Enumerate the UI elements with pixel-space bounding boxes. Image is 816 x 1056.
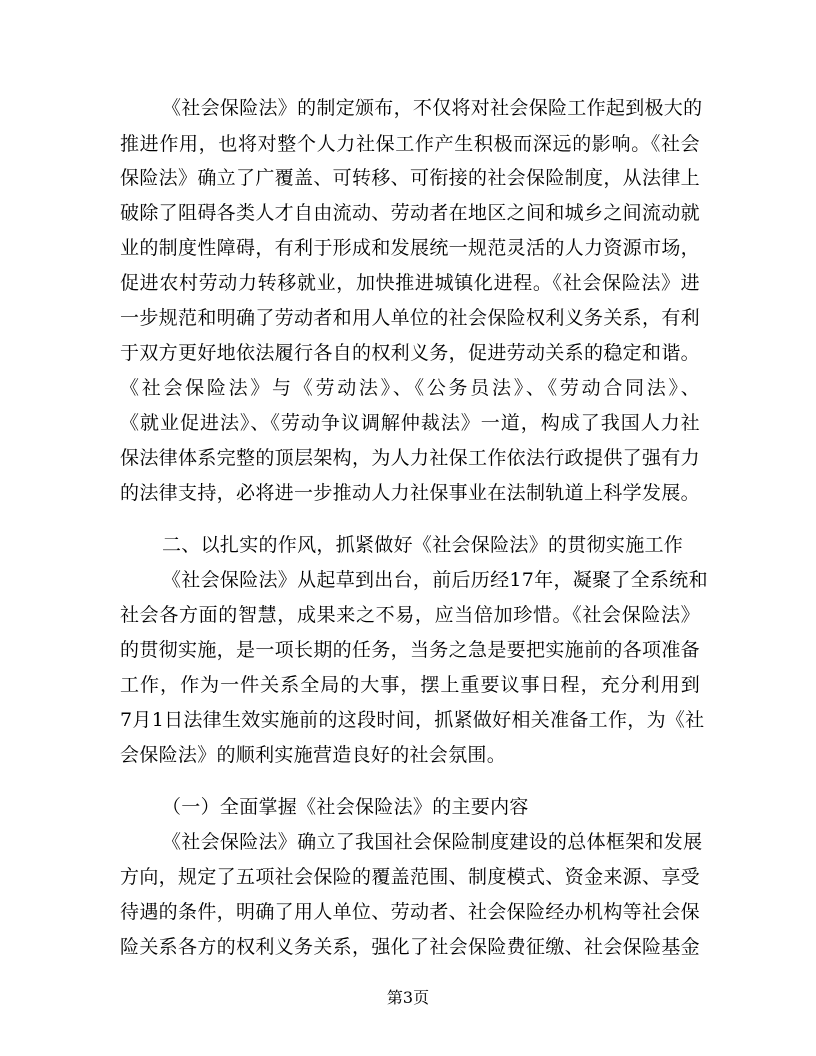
paragraph-line: 促进农村劳动力转移就业，加快推进城镇化进程。《社会保险法》进 — [120, 272, 700, 294]
paragraph-line: 的贯彻实施，是一项长期的任务，当务之急是要把实施前的各项准备 — [120, 639, 700, 661]
paragraph-line: 保法律体系完整的顶层架构，为人力社保工作依法行政提供了强有力 — [120, 447, 700, 469]
page-number: 第3页 — [386, 988, 430, 1007]
paragraph-line: 《社会保险法》的制定颁布，不仅将对社会保险工作起到极大的 — [162, 97, 703, 119]
paragraph-line: 方向，规定了五项社会保险的覆盖范围、制度模式、资金来源、享受 — [120, 866, 700, 888]
section-heading: 二、以扎实的作风，抓紧做好《社会保险法》的贯彻实施工作 — [162, 534, 684, 556]
paragraph-line: 待遇的条件，明确了用人单位、劳动者、社会保险经办机构等社会保 — [120, 901, 700, 923]
paragraph-line: 《社会保险法》从起草到出台，前后历经17年，凝聚了全系统和 — [162, 569, 708, 591]
paragraph-line: 保险法》确立了广覆盖、可转移、可衔接的社会保险制度，从法律上 — [120, 167, 700, 189]
paragraph-line: 险关系各方的权利义务关系，强化了社会保险费征缴、社会保险基金 — [120, 936, 700, 958]
paragraph-line: 工作，作为一件关系全局的大事，摆上重要议事日程，充分利用到 — [120, 674, 700, 696]
paragraph-line: 业的制度性障碍，有利于形成和发展统一规范灵活的人力资源市场， — [120, 237, 700, 259]
paragraph-line: 《就业促进法》、《劳动争议调解仲裁法》一道，构成了我国人力社 — [120, 412, 700, 434]
paragraph-line: 《社会保险法》确立了我国社会保险制度建设的总体框架和发展 — [162, 831, 703, 853]
paragraph-line: 破除了阻碍各类人才自由流动、劳动者在地区之间和城乡之间流动就 — [120, 202, 700, 224]
paragraph-line: 会保险法》的顺利实施营造良好的社会氛围。 — [120, 744, 507, 766]
paragraph-line: 的法律支持，必将进一步推动人力社保事业在法制轨道上科学发展。 — [120, 482, 700, 504]
paragraph-line: 一步规范和明确了劳动者和用人单位的社会保险权利义务关系，有利 — [120, 307, 700, 329]
paragraph-line: 社会各方面的智慧，成果来之不易，应当倍加珍惜。《社会保险法》 — [120, 604, 700, 626]
paragraph-line: 7月1日法律生效实施前的这段时间，抓紧做好相关准备工作，为《社 — [120, 709, 705, 731]
paragraph-line: 于双方更好地依法履行各自的权利义务，促进劳动关系的稳定和谐。 — [120, 342, 700, 364]
subsection-heading: （一）全面掌握《社会保险法》的主要内容 — [162, 796, 529, 818]
paragraph-line: 《社会保险法》与《劳动法》、《公务员法》、《劳动合同法》、 — [120, 377, 700, 399]
paragraph-line: 推进作用，也将对整个人力社保工作产生积极而深远的影响。《社会 — [120, 133, 700, 155]
